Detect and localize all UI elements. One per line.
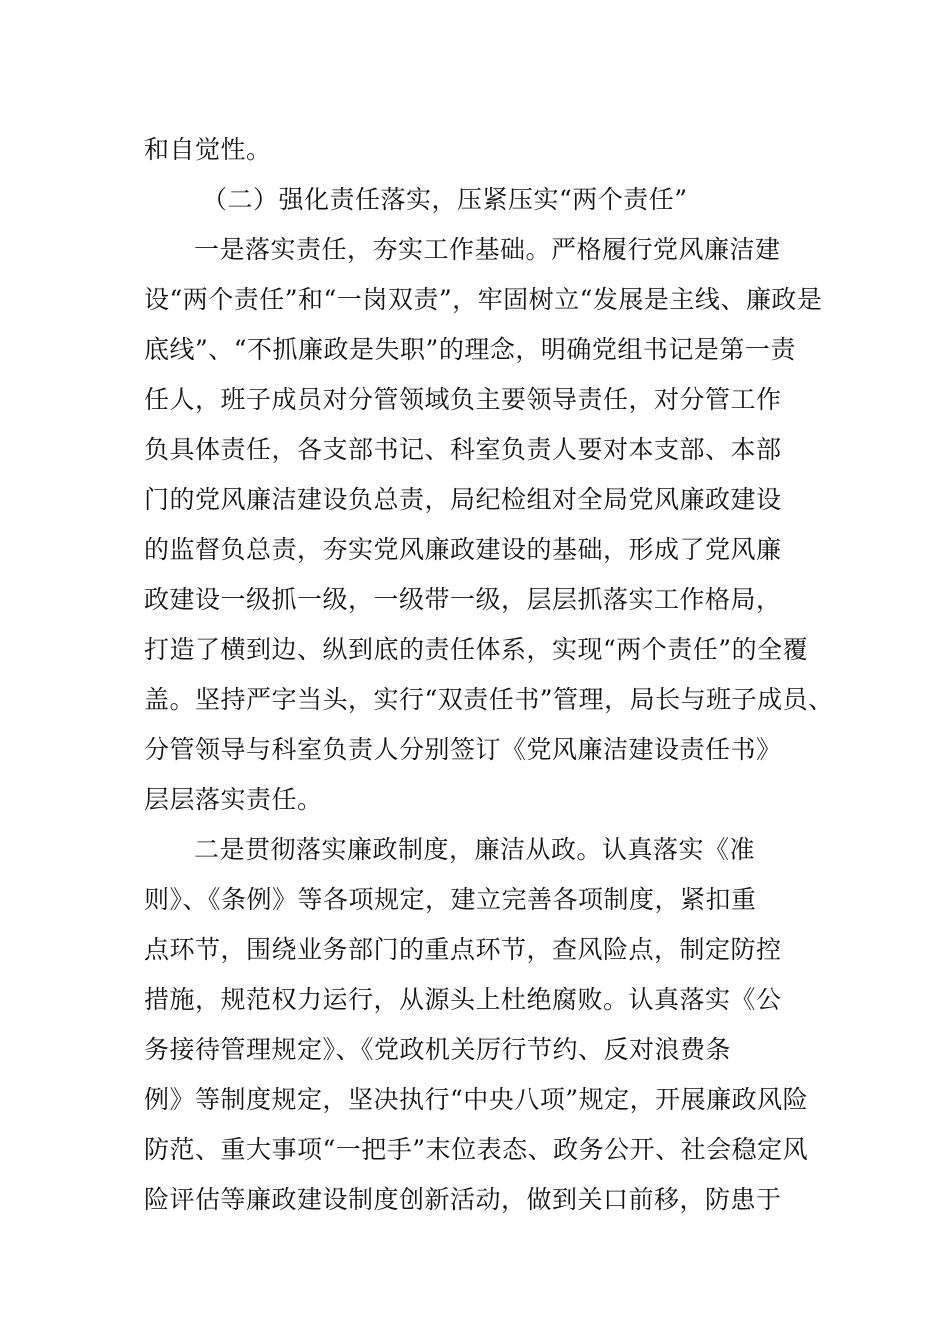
paragraph-line-13: 分管领导与科室负责人分别签订《党风廉洁建设责任书》 <box>144 735 782 764</box>
paragraph-line-19: 务接待管理规定》、《党政机关厉行节约、反对浪费条 <box>144 1035 732 1064</box>
paragraph-line-6: 任人，班子成员对分管领域负主要领导责任，对分管工作 <box>144 385 782 414</box>
paragraph-line-21: 防范、重大事项“一把手”末位表态、政务公开、社会稳定风 <box>144 1135 809 1164</box>
paragraph-line-10: 政建设一级抓一级，一级带一级，层层抓落实工作格局， <box>144 585 782 614</box>
paragraph-line-14: 层层落实责任。 <box>144 785 323 814</box>
paragraph-line-9: 的监督负总责，夯实党风廉政建设的基础，形成了党风廉 <box>144 535 782 564</box>
paragraph-line-15: 二是贯彻落实廉政制度，廉洁从政。认真落实《准 <box>194 835 756 864</box>
paragraph-line-3: 一是落实责任，夯实工作基础。严格履行党风廉洁建 <box>194 235 781 264</box>
paragraph-line-4: 设“两个责任”和“一岗双责”，牢固树立“发展是主线、廉政是 <box>144 285 823 314</box>
paragraph-line-22: 险评估等廉政建设制度创新活动，做到关口前移，防患于 <box>144 1185 782 1214</box>
paragraph-line-8: 门的党风廉洁建设负总责，局纪检组对全局党风廉政建设 <box>144 485 782 514</box>
paragraph-line-5: 底线”、“不抓廉政是失职”的理念，明确党组书记是第一责 <box>144 335 796 364</box>
paragraph-line-11: 打造了横到边、纵到底的责任体系，实现“两个责任”的全覆 <box>144 635 809 664</box>
paragraph-line-7: 负具体责任，各支部书记、科室负责人要对本支部、本部 <box>144 435 782 464</box>
section-heading: （二）强化责任落实，压紧压实“两个责任” <box>202 185 688 214</box>
paragraph-line-20: 例》等制度规定，坚决执行“中央八项”规定，开展廉政风险 <box>144 1085 809 1114</box>
paragraph-line-16: 则》、《条例》等各项规定，建立完善各项制度，紧扣重 <box>144 885 757 914</box>
paragraph-line-17: 点环节，围绕业务部门的重点环节，查风险点，制定防控 <box>144 935 782 964</box>
paragraph-line-18: 措施，规范权力运行，从源头上杜绝腐败。认真落实《公 <box>144 985 782 1014</box>
paragraph-line-12: 盖。坚持严字当头，实行“双责任书”管理，局长与班子成员、 <box>144 685 834 714</box>
paragraph-line-1: 和自觉性。 <box>144 135 272 164</box>
